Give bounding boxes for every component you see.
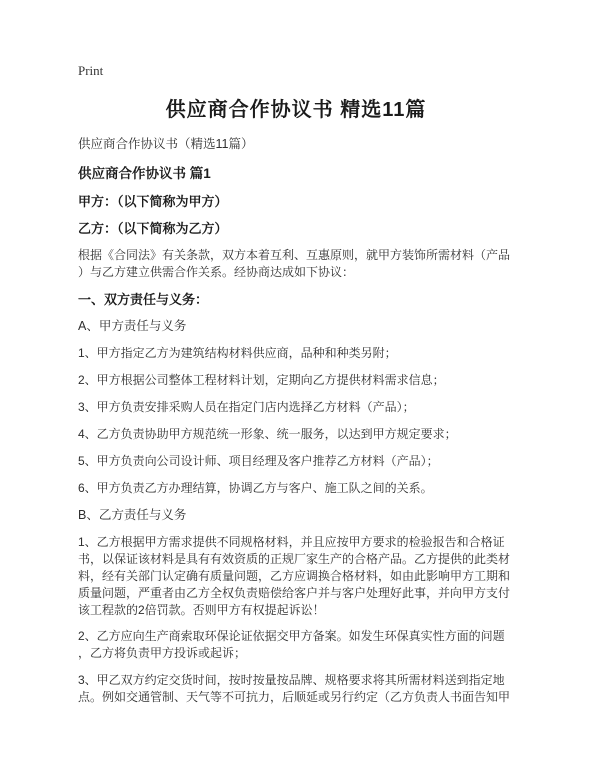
- clause-paragraph: 5、甲方负责向公司设计师、项目经理及客户推荐乙方材料（产品）；: [78, 454, 439, 468]
- clause-paragraph: 3、甲方负责安排采购人员在指定门店内选择乙方材料（产品）；: [78, 400, 415, 414]
- clause-paragraph: 3、甲乙双方约定交货时间，按时按量按品牌、规格要求将其所需材料送到指定地点。例如交通管制、天气等不可抗力，后顺延或另行约定（乙方负责人书面告知甲: [78, 673, 511, 704]
- intro-paragraph: 根据《合同法》有关条款，双方本着互利、互惠原则，就甲方装饰所需材料（产品）与乙方建立供需合作关系。经协商达成如下协议：: [78, 248, 511, 279]
- part-b-heading: B、乙方责任与义务: [78, 508, 187, 522]
- clause-paragraph: 2、乙方应向生产商索取环保论证依据交甲方备案。如发生环保真实性方面的问题，乙方将负责甲方投诉或起诉；: [78, 629, 505, 660]
- party-b-line: 乙方：（以下简称为乙方）: [78, 221, 228, 236]
- party-a-line: 甲方：（以下简称为甲方）: [78, 194, 228, 209]
- clause-paragraph: 2、甲方根据公司整体工程材料计划，定期向乙方提供材料需求信息；: [78, 373, 445, 387]
- article-1-heading: 供应商合作协议书 篇1: [78, 166, 211, 181]
- clause-paragraph: 4、乙方负责协助甲方规范统一形象、统一服务，以达到甲方规定要求；: [78, 427, 457, 441]
- clause-paragraph: 1、甲方指定乙方为建筑结构材料供应商，品种和种类另附；: [78, 346, 397, 360]
- clause-paragraph: 6、甲方负责乙方办理结算，协调乙方与客户、施工队之间的关系。: [78, 481, 433, 495]
- part-a-clause-list: [78, 345, 514, 497]
- part-b-clause-list: [78, 534, 514, 706]
- page-title: 供应商合作协议书 精选11篇: [165, 99, 427, 121]
- section-one-heading: 一、双方责任与义务：: [78, 292, 209, 307]
- print-link[interactable]: Print: [78, 63, 104, 78]
- clause-paragraph: 1、乙方根据甲方需求提供不同规格材料，并且应按甲方要求的检验报告和合格证书，以保证该材料是具有有效资质的正规厂家生产的合格产品。乙方提供的此类材料，经有关部门认定确有质量问题，乙方应调换合格材料，如由此影响甲方工期和质量问题，严重者由乙方全权负责赔偿给客户并与客户处理好此事，并向甲方支付该工程款的2倍罚款。否则甲方有权提起诉讼！: [78, 535, 511, 617]
- part-a-heading: A、甲方责任与义务: [78, 319, 187, 333]
- page-subtitle: 供应商合作协议书（精选11篇）: [78, 137, 254, 151]
